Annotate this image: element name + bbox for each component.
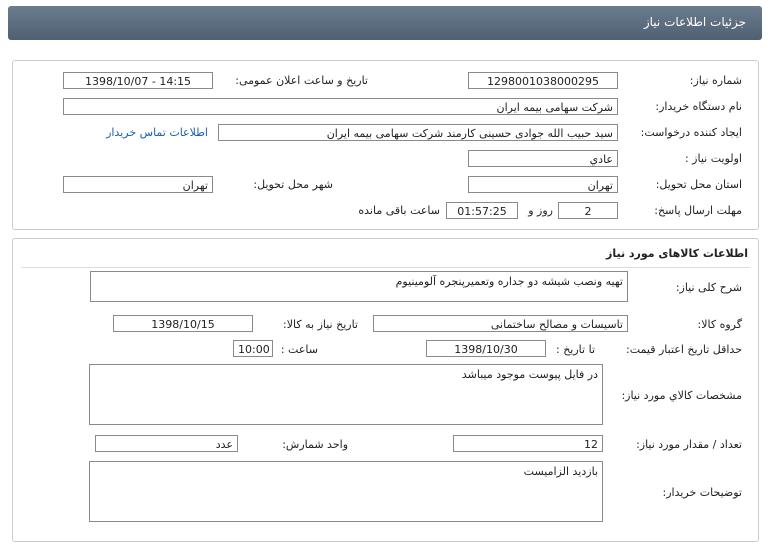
buyer-notes-label: توضیحات خریدار: <box>662 486 742 499</box>
remaining-label: ساعت باقی مانده <box>358 204 440 217</box>
section-divider <box>21 267 750 268</box>
need-number-label: شماره نیاز: <box>689 74 742 87</box>
requester-field[interactable]: سید حبیب الله جوادی حسینی کارمند شرکت سهامی بیمه ایران <box>218 124 618 141</box>
quantity-label: تعداد / مقدار مورد نیاز: <box>636 438 742 451</box>
unit-field[interactable]: عدد <box>95 435 238 452</box>
need-date-field[interactable]: 1398/10/15 <box>113 315 253 332</box>
need-date-label: تاریخ نیاز به کالا: <box>283 318 358 331</box>
general-desc-field[interactable]: تهیه ونصب شیشه دو جداره وتعمیرپنجره آلومینیوم <box>90 271 628 302</box>
specs-label: مشخصات کالاي مورد نیاز: <box>621 389 742 402</box>
unit-label: واحد شمارش: <box>282 438 348 451</box>
delivery-province-label: استان محل تحویل: <box>655 178 742 191</box>
delivery-city-label: شهر محل تحویل: <box>253 178 333 191</box>
quantity-field[interactable]: 12 <box>453 435 603 452</box>
specs-field[interactable]: در فایل پیوست موجود میباشد <box>89 364 603 425</box>
goods-group-field[interactable]: تاسیسات و مصالح ساختمانی <box>373 315 628 332</box>
until-date-label: تا تاریخ : <box>556 343 595 356</box>
page-header <box>0 0 770 46</box>
need-number-field[interactable]: 1298001038000295 <box>468 72 618 89</box>
priority-field[interactable]: عادي <box>468 150 618 167</box>
days-and-label: روز و <box>528 204 553 217</box>
price-validity-label: حداقل تاریخ اعتبار قیمت: <box>626 343 742 356</box>
header-bar <box>8 6 762 40</box>
deadline-days-field[interactable]: 2 <box>558 202 618 219</box>
delivery-city-field[interactable]: تهران <box>63 176 213 193</box>
hour-field[interactable]: 10:00 <box>233 340 273 357</box>
buyer-notes-field[interactable]: بازدید الزامیست <box>89 461 603 522</box>
need-info-panel <box>12 60 759 230</box>
announce-date-label: تاریخ و ساعت اعلان عمومی: <box>235 74 368 87</box>
hour-label: ساعت : <box>280 343 318 356</box>
buyer-contact-link[interactable]: اطلاعات تماس خریدار <box>106 126 208 139</box>
priority-label: اولویت نیاز : <box>684 152 742 165</box>
requester-label: ایجاد کننده درخواست: <box>640 126 742 139</box>
page-title: جزئیات اطلاعات نیاز <box>643 15 746 29</box>
deadline-label: مهلت ارسال پاسخ: <box>654 204 742 217</box>
goods-group-label: گروه کالا: <box>697 318 742 331</box>
buyer-name-label: نام دستگاه خریدار: <box>655 100 742 113</box>
delivery-province-field[interactable]: تهران <box>468 176 618 193</box>
general-desc-label: شرح کلی نیاز: <box>675 281 742 294</box>
goods-info-panel <box>12 238 759 542</box>
goods-section-title: اطلاعات کالاهای مورد نیاز <box>606 247 748 260</box>
deadline-time-field[interactable]: 01:57:25 <box>446 202 518 219</box>
announce-date-field[interactable]: 1398/10/07 - 14:15 <box>63 72 213 89</box>
buyer-name-field[interactable]: شرکت سهامی بیمه ایران <box>63 98 618 115</box>
until-date-field[interactable]: 1398/10/30 <box>426 340 546 357</box>
